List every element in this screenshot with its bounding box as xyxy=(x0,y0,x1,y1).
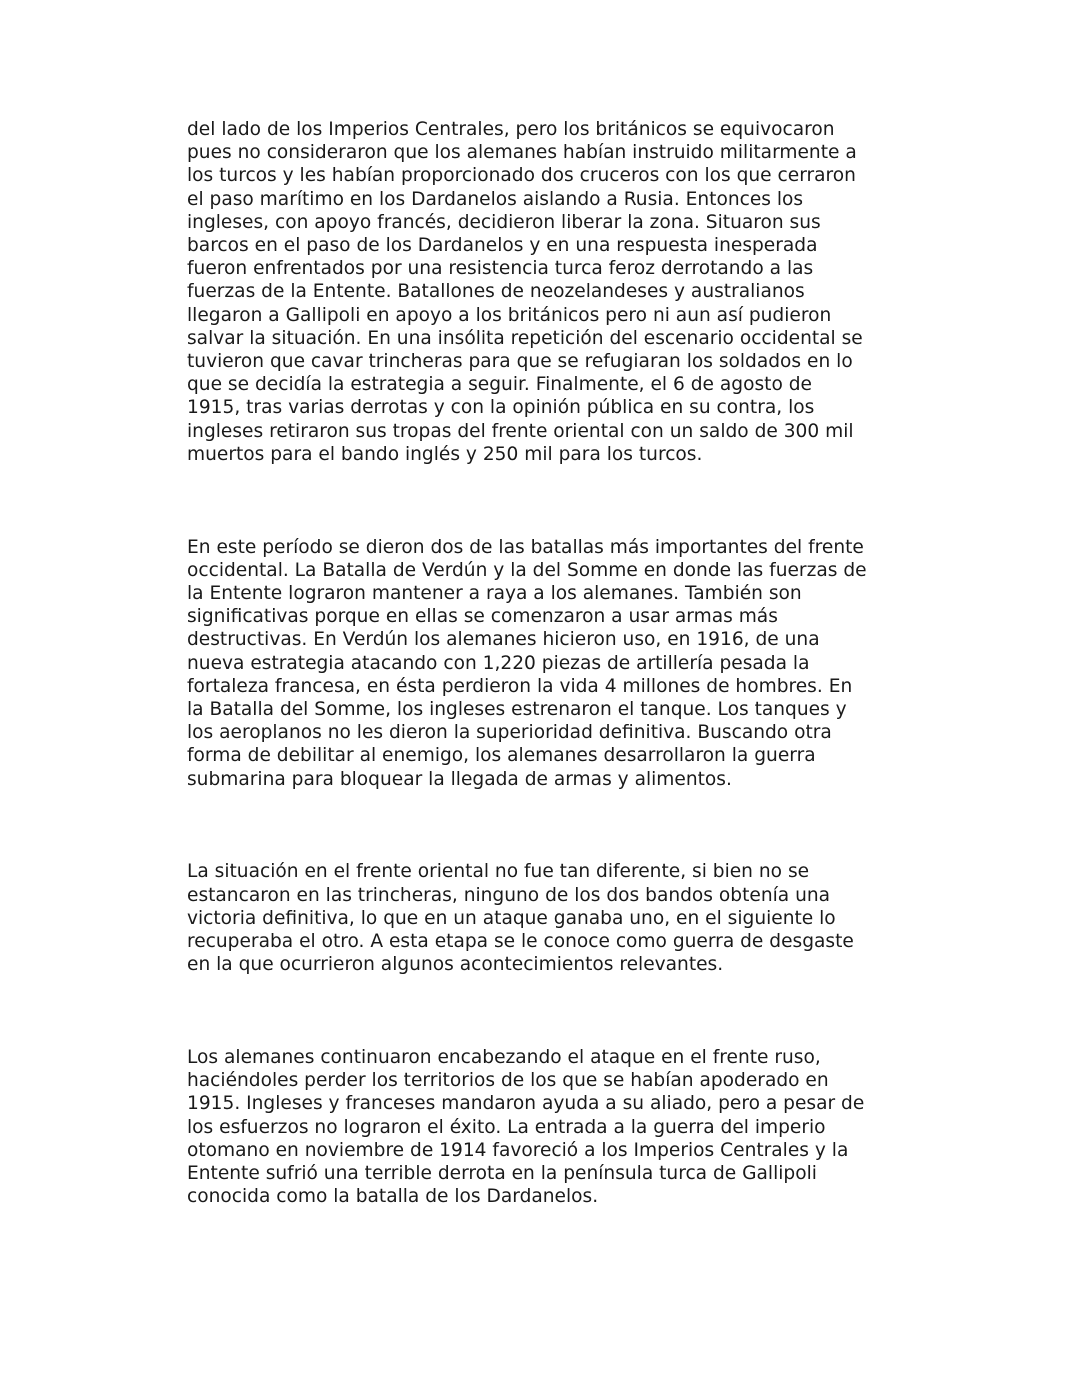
text-line: conocida como la batalla de los Dardanelos. xyxy=(187,1186,599,1208)
text-line: En este período se dieron dos de las batallas más importantes del frente xyxy=(187,536,864,558)
text-line: del lado de los Imperios Centrales, pero los británicos se equivocaron xyxy=(187,119,835,140)
text-line: Los alemanes continuaron encabezando el ataque en el frente ruso, xyxy=(187,1047,821,1069)
text-line: los turcos y les habían proporcionado dos cruceros con los que cerraron xyxy=(187,165,856,187)
text-line: los aeroplanos no les dieron la superioridad definitiva. Buscando otra xyxy=(187,722,832,744)
text-line: recuperaba el otro. A esta etapa se le conoce como guerra de desgaste xyxy=(187,931,854,953)
text-line: fuerzas de la Entente. Batallones de neozelandeses y australianos xyxy=(187,281,805,303)
text-line: 1915, tras varias derrotas y con la opinión pública en su contra, los xyxy=(187,397,815,419)
text-line: salvar la situación. En una insólita repetición del escenario occidental se xyxy=(187,327,863,349)
text-line: destructivas. En Verdún los alemanes hicieron uso, en 1916, de una xyxy=(187,629,820,651)
paragraph-eastern-front xyxy=(187,860,893,976)
text-line: Entente sufrió una terrible derrota en la península turca de Gallipoli xyxy=(187,1163,817,1185)
text-line: que se decidía la estrategia a seguir. Finalmente, el 6 de agosto de xyxy=(187,374,812,396)
text-line: forma de debilitar al enemigo, los alemanes desarrollaron la guerra xyxy=(187,745,816,767)
text-line: ingleses, con apoyo francés, decidieron liberar la zona. Situaron sus xyxy=(187,211,821,233)
text-line: la Entente lograron mantener a raya a los alemanes. También son xyxy=(187,583,802,605)
text-line: fueron enfrentados por una resistencia turca feroz derrotando a las xyxy=(187,258,814,280)
text-line: pues no consideraron que los alemanes habían instruido militarmente a xyxy=(187,142,857,164)
text-line: La situación en el frente oriental no fue tan diferente, si bien no se xyxy=(187,861,810,883)
text-line: occidental. La Batalla de Verdún y la del Somme en donde las fuerzas de xyxy=(187,559,867,581)
text-line: muertos para el bando inglés y 250 mil para los turcos. xyxy=(187,443,703,465)
text-line: los esfuerzos no lograron el éxito. La entrada a la guerra del imperio xyxy=(187,1116,826,1138)
text-line: tuvieron que cavar trincheras para que se refugiaran los soldados en lo xyxy=(187,351,853,373)
text-line: barcos en el paso de los Dardanelos y en una respuesta inesperada xyxy=(187,235,818,257)
text-line: en la que ocurrieron algunos acontecimientos relevantes. xyxy=(187,954,724,976)
text-line: submarina para bloquear la llegada de armas y alimentos. xyxy=(187,768,732,790)
document-body xyxy=(187,118,893,1209)
paragraph-western-front-battles xyxy=(187,536,893,791)
paragraph-russian-front xyxy=(187,1046,893,1208)
text-line: ingleses retiraron sus tropas del frente oriental con un saldo de 300 mil xyxy=(187,420,854,442)
text-line: 1915. Ingleses y franceses mandaron ayuda a su aliado, pero a pesar de xyxy=(187,1093,865,1115)
text-line: significativas porque en ellas se comenzaron a usar armas más xyxy=(187,606,778,628)
text-line: victoria definitiva, lo que en un ataque ganaba uno, en el siguiente lo xyxy=(187,907,836,929)
text-line: llegaron a Gallipoli en apoyo a los británicos pero ni aun así pudieron xyxy=(187,304,832,326)
text-line: haciéndoles perder los territorios de los que se habían apoderado en xyxy=(187,1070,829,1092)
text-line: fortaleza francesa, en ésta perdieron la vida 4 millones de hombres. En xyxy=(187,675,853,697)
paragraph-gallipoli-campaign xyxy=(187,118,893,466)
text-line: el paso marítimo en los Dardanelos aislando a Rusia. Entonces los xyxy=(187,188,804,210)
text-line: estancaron en las trincheras, ninguno de los dos bandos obtenía una xyxy=(187,884,831,906)
text-line: otomano en noviembre de 1914 favoreció a los Imperios Centrales y la xyxy=(187,1139,849,1161)
text-line: nueva estrategia atacando con 1,220 piezas de artillería pesada la xyxy=(187,652,810,674)
text-line: la Batalla del Somme, los ingleses estrenaron el tanque. Los tanques y xyxy=(187,699,847,721)
